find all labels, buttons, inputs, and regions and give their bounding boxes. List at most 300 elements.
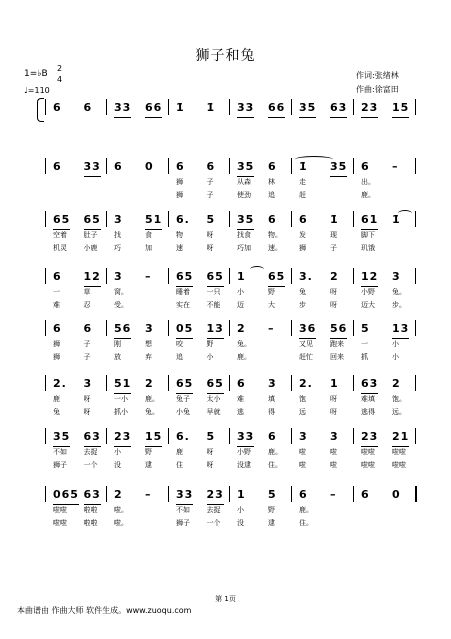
lyric-syllable: 赶 bbox=[299, 191, 306, 199]
lyric-syllable: 呀 bbox=[83, 408, 91, 416]
note-group: 61 bbox=[361, 213, 378, 227]
note-group: 51 bbox=[145, 213, 162, 227]
lyric-syllable: 啦啦 bbox=[53, 519, 67, 527]
note-group: 65 bbox=[176, 377, 193, 391]
lyric-syllable: 呀 bbox=[206, 448, 214, 456]
lyric-syllable: 现 bbox=[330, 231, 337, 239]
note-group: 6 bbox=[206, 160, 216, 173]
bar-line bbox=[168, 158, 169, 174]
lyric-syllable: 小野 bbox=[237, 448, 251, 456]
bar-line bbox=[45, 211, 46, 227]
lyric-syllable: 抓小 bbox=[114, 408, 128, 416]
lyric-line bbox=[45, 352, 415, 363]
lyric-syllable: 野 bbox=[268, 288, 275, 296]
lyric-syllable: 野 bbox=[268, 506, 275, 514]
lyric-syllable: 啦。 bbox=[114, 519, 128, 527]
bar-line bbox=[106, 158, 107, 174]
note-group: 1̇ bbox=[299, 160, 308, 173]
bar-line bbox=[353, 428, 354, 444]
lyric-line bbox=[45, 287, 415, 298]
lyric-syllable: 一小 bbox=[114, 395, 128, 403]
lyric-syllable: 巧 bbox=[114, 244, 121, 252]
lyric-syllable: 难填 bbox=[361, 395, 375, 403]
lyric-syllable: 饱 bbox=[299, 395, 306, 403]
beam-line bbox=[361, 117, 378, 118]
note-group: 35 bbox=[237, 213, 254, 227]
lyric-syllable: 啦啦 bbox=[361, 461, 375, 469]
lyric-syllable: 弃 bbox=[145, 353, 152, 361]
lyric-syllable: 啦 bbox=[330, 461, 337, 469]
note-group: 6 bbox=[114, 160, 123, 173]
lyric-syllable: 逮 bbox=[145, 461, 152, 469]
bar-line bbox=[106, 211, 107, 227]
lyric-syllable: 呀 bbox=[83, 395, 91, 403]
lyric-syllable: 找食 bbox=[237, 231, 251, 239]
lyric-syllable: 刚 bbox=[114, 340, 121, 348]
note-group: 3 bbox=[114, 270, 123, 283]
bar-line bbox=[106, 486, 107, 502]
lyric-syllable: 兔。 bbox=[392, 288, 406, 296]
note-group: 12 bbox=[361, 270, 378, 284]
lyric-line bbox=[45, 505, 415, 516]
lyric-syllable: 玑饿 bbox=[361, 244, 375, 252]
lyric-syllable: 窝。 bbox=[114, 288, 128, 296]
note-group: 2. bbox=[53, 377, 67, 390]
lyric-syllable: 机灵 bbox=[53, 244, 67, 252]
note-group: 3 bbox=[83, 377, 93, 390]
bar-line bbox=[45, 320, 46, 336]
lyric-syllable: 放 bbox=[114, 353, 121, 361]
lyric-syllable: 小 bbox=[206, 353, 214, 361]
lyric-line bbox=[45, 447, 415, 458]
note-group: 35 bbox=[237, 160, 254, 174]
bar-line bbox=[415, 320, 416, 336]
bar-line bbox=[353, 268, 354, 284]
key-signature bbox=[24, 70, 48, 79]
lyric-syllable: 兔。 bbox=[237, 340, 251, 348]
note-group: 3 bbox=[268, 377, 277, 390]
lyric-syllable: 忍 bbox=[83, 301, 91, 309]
note-group: 21 bbox=[392, 430, 409, 444]
note-group: 12 bbox=[84, 270, 101, 284]
lyric-syllable: 子 bbox=[83, 340, 91, 348]
bar-line bbox=[291, 320, 292, 336]
note-group: 0 bbox=[392, 488, 401, 501]
bar-line bbox=[415, 375, 416, 391]
lyric-syllable: 兔子 bbox=[176, 395, 190, 403]
lyric-syllable: 不能 bbox=[206, 301, 221, 309]
lyric-syllable: 想 bbox=[145, 340, 152, 348]
lyric-syllable: 住 bbox=[176, 461, 183, 469]
note-group: 065 bbox=[53, 488, 79, 502]
bar-line bbox=[168, 99, 169, 115]
lyric-syllable: 兔。 bbox=[145, 408, 159, 416]
lyric-syllable: 住。 bbox=[299, 519, 313, 527]
note-group: 1̇ bbox=[330, 213, 339, 226]
beam-line bbox=[114, 117, 131, 118]
note-group: 56 bbox=[114, 322, 131, 336]
note-group: 33 bbox=[84, 160, 101, 174]
lyric-syllable: 远。 bbox=[392, 408, 406, 416]
note-group: 2 bbox=[392, 377, 401, 390]
lyric-syllable: 逃得 bbox=[361, 408, 375, 416]
note-group: 15 bbox=[145, 430, 162, 444]
bar-line bbox=[45, 99, 46, 115]
note-group: 6 bbox=[299, 213, 308, 226]
note-group: 65 bbox=[53, 213, 70, 227]
note-group: 6 bbox=[83, 322, 93, 335]
lyric-syllable: 狮子 bbox=[176, 519, 190, 527]
lyric-syllable: 使劲 bbox=[237, 191, 251, 199]
lyric-syllable: 小 bbox=[237, 506, 244, 514]
lyric-syllable: 出。 bbox=[361, 178, 375, 186]
note-group: 6 bbox=[53, 322, 62, 335]
lyric-syllable: 啦啦 bbox=[392, 448, 406, 456]
lyric-syllable: 狮 bbox=[299, 244, 306, 252]
lyric-syllable: 子 bbox=[83, 353, 91, 361]
note-group: 63 bbox=[84, 488, 101, 502]
lyric-syllable: 啦 bbox=[330, 448, 337, 456]
lyric-line bbox=[45, 460, 415, 471]
note-group: – bbox=[145, 488, 152, 501]
bar-line bbox=[45, 486, 46, 502]
lyric-syllable: 难 bbox=[53, 301, 60, 309]
notation-row bbox=[45, 160, 415, 174]
lyric-syllable: 追 bbox=[268, 191, 275, 199]
note-group: 6. bbox=[176, 213, 190, 226]
notation-row bbox=[45, 101, 415, 115]
note-group: 33 bbox=[176, 488, 193, 502]
lyric-syllable: 赶忙 bbox=[299, 353, 313, 361]
note-group: – bbox=[145, 270, 152, 283]
lyric-syllable: 食 bbox=[145, 231, 152, 239]
lyric-syllable: 狮 bbox=[53, 340, 60, 348]
bar-line bbox=[291, 268, 292, 284]
note-group: 0 bbox=[145, 160, 154, 173]
lyric-syllable: 小 bbox=[392, 340, 399, 348]
note-group: 1̇ bbox=[392, 213, 401, 226]
lyric-syllable: 啦 bbox=[299, 461, 306, 469]
key-flat: ♭B bbox=[37, 69, 48, 79]
lyric-syllable: 脚下 bbox=[361, 231, 375, 239]
note-group: 36 bbox=[299, 322, 316, 336]
note-group: 13 bbox=[392, 322, 409, 336]
lyric-syllable: 得 bbox=[268, 408, 275, 416]
lyric-syllable: 呀 bbox=[330, 408, 337, 416]
lyric-line bbox=[45, 177, 415, 188]
meter-bottom: 4 bbox=[57, 75, 63, 84]
lyric-syllable: 小野 bbox=[361, 288, 375, 296]
lyric-syllable: 小 bbox=[237, 288, 244, 296]
bar-line bbox=[353, 375, 354, 391]
lyric-syllable: 抓 bbox=[361, 353, 368, 361]
lyric-syllable: 啦啦 bbox=[83, 519, 98, 527]
notation-row bbox=[45, 213, 415, 227]
note-group: 5 bbox=[206, 430, 216, 443]
note-group: 63 bbox=[361, 377, 378, 391]
notation-row bbox=[45, 377, 415, 391]
note-group: 66 bbox=[145, 101, 162, 115]
composer-credit: 作曲:徐富田 bbox=[356, 85, 399, 94]
lyric-line bbox=[45, 230, 415, 241]
note-group: 2. bbox=[299, 377, 313, 390]
note-group: 56 bbox=[330, 322, 347, 336]
beam-line bbox=[268, 117, 285, 118]
bar-line bbox=[353, 320, 354, 336]
note-group: 6. bbox=[176, 430, 190, 443]
lyric-syllable: 发 bbox=[299, 231, 306, 239]
note-group: 13 bbox=[207, 322, 224, 336]
notation-row bbox=[45, 488, 415, 502]
lyric-syllable: 鹿。 bbox=[145, 395, 159, 403]
note-group: 1̇ bbox=[206, 101, 216, 114]
lyric-syllable: 跑来 bbox=[330, 340, 344, 348]
bar-line bbox=[45, 268, 46, 284]
note-group: 2 bbox=[330, 270, 339, 283]
lyric-syllable: 物 bbox=[176, 231, 183, 239]
note-group: 33 bbox=[237, 101, 254, 115]
bar-line bbox=[106, 99, 107, 115]
lyric-syllable: 太小 bbox=[206, 395, 221, 403]
note-group: 23 bbox=[207, 488, 224, 502]
bar-line bbox=[353, 99, 354, 115]
lyric-syllable: 一 bbox=[361, 340, 368, 348]
lyric-syllable: 早就 bbox=[206, 408, 221, 416]
note-group: 6 bbox=[268, 213, 277, 226]
note-group: 65 bbox=[207, 377, 224, 391]
lyric-syllable: 子 bbox=[206, 191, 214, 199]
lyric-line bbox=[45, 300, 415, 311]
note-group: 5 bbox=[206, 213, 216, 226]
notation-row bbox=[45, 270, 415, 284]
note-group: 65 bbox=[268, 270, 285, 284]
note-group: 6 bbox=[53, 270, 62, 283]
lyric-syllable: 一个 bbox=[206, 519, 221, 527]
lyric-syllable: 小 bbox=[114, 448, 121, 456]
bar-line bbox=[415, 211, 416, 227]
lyric-syllable: 小兔 bbox=[176, 408, 190, 416]
bar-line bbox=[168, 486, 169, 502]
lyric-syllable: 远 bbox=[299, 408, 306, 416]
note-group: 65 bbox=[176, 270, 193, 284]
bar-line bbox=[353, 158, 354, 174]
lyric-syllable: 逃 bbox=[237, 408, 244, 416]
note-group: 3 bbox=[299, 430, 308, 443]
bar-line bbox=[106, 428, 107, 444]
bar-line bbox=[168, 320, 169, 336]
note-group: 6 bbox=[53, 160, 62, 173]
lyric-syllable: 狮子 bbox=[53, 461, 67, 469]
lyric-syllable: 没 bbox=[237, 519, 244, 527]
note-group: – bbox=[392, 160, 399, 173]
lyric-syllable: 空着 bbox=[53, 231, 67, 239]
note-group: 1 bbox=[237, 270, 246, 283]
lyric-syllable: 一个 bbox=[83, 461, 98, 469]
lyric-syllable: 鹿。 bbox=[237, 353, 251, 361]
key-label: 1= bbox=[24, 69, 38, 79]
note-group: 65 bbox=[84, 213, 101, 227]
meter-top: 2 bbox=[57, 64, 63, 73]
note-group: 3 bbox=[330, 430, 339, 443]
lyric-syllable: 速 bbox=[176, 244, 183, 252]
lyric-syllable: 住。 bbox=[268, 461, 282, 469]
bar-line bbox=[291, 486, 292, 502]
system-brace bbox=[37, 98, 44, 122]
lyric-syllable: 草 bbox=[83, 288, 91, 296]
note-group: 23 bbox=[361, 101, 378, 115]
note-group: 6 bbox=[268, 160, 277, 173]
bar-line bbox=[229, 99, 230, 115]
lyric-syllable: 啦啦 bbox=[83, 506, 98, 514]
lyric-syllable: 呀 bbox=[330, 301, 337, 309]
note-group: 2 bbox=[145, 377, 154, 390]
note-group: 65 bbox=[207, 270, 224, 284]
note-group: 23 bbox=[114, 430, 131, 444]
bar-line bbox=[229, 428, 230, 444]
lyric-syllable: 鹿。 bbox=[268, 448, 282, 456]
bar-line bbox=[353, 486, 354, 502]
bar-line bbox=[291, 211, 292, 227]
lyric-line bbox=[45, 518, 415, 529]
bar-line bbox=[353, 211, 354, 227]
lyric-syllable: 啦。 bbox=[114, 506, 128, 514]
slur-mark bbox=[398, 210, 412, 217]
note-group: 6 bbox=[361, 488, 370, 501]
lyric-syllable: 回来 bbox=[330, 353, 344, 361]
lyric-syllable: 去捉 bbox=[206, 506, 221, 514]
footer-credit: 本曲谱由 作曲大师 软件生成。www.zuoqu.com bbox=[17, 606, 192, 615]
lyric-line bbox=[45, 190, 415, 201]
lyric-syllable: 步。 bbox=[392, 301, 406, 309]
lyric-syllable: 一只 bbox=[206, 288, 221, 296]
bar-line bbox=[229, 375, 230, 391]
note-group: 35 bbox=[330, 160, 347, 174]
bar-line bbox=[45, 375, 46, 391]
page-number: 第 1页 bbox=[215, 595, 236, 603]
bar-line bbox=[291, 99, 292, 115]
lyric-syllable: 啦啦 bbox=[361, 448, 375, 456]
lyric-syllable: 步 bbox=[299, 301, 306, 309]
lyric-syllable: 呀 bbox=[206, 244, 214, 252]
lyric-syllable: 小鹿 bbox=[83, 244, 98, 252]
lyric-syllable: 睡着 bbox=[176, 288, 190, 296]
lyric-syllable: 狮 bbox=[176, 178, 183, 186]
lyric-syllable: 兔 bbox=[299, 288, 306, 296]
beam-line bbox=[237, 117, 254, 118]
bar-line bbox=[415, 158, 416, 174]
notation-row bbox=[45, 430, 415, 444]
lyric-syllable: 呀 bbox=[330, 395, 337, 403]
lyric-syllable: 物。 bbox=[268, 231, 282, 239]
lyric-syllable: 难 bbox=[237, 395, 244, 403]
bar-line bbox=[415, 268, 416, 284]
note-group: 6 bbox=[83, 101, 93, 114]
bar-line bbox=[229, 158, 230, 174]
lyric-syllable: 一 bbox=[53, 288, 60, 296]
lyric-syllable: 狮 bbox=[53, 353, 60, 361]
bar-line bbox=[291, 375, 292, 391]
bar-line bbox=[45, 158, 46, 174]
note-group: 6 bbox=[361, 160, 370, 173]
lyric-syllable: 野 bbox=[206, 340, 214, 348]
bar-line bbox=[168, 428, 169, 444]
note-group: 6 bbox=[268, 430, 277, 443]
lyric-line bbox=[45, 407, 415, 418]
lyric-syllable: 迈 bbox=[237, 301, 244, 309]
song-title: 狮子和兔 bbox=[195, 48, 256, 64]
note-group: – bbox=[268, 322, 275, 335]
lyric-syllable: 呀 bbox=[330, 288, 337, 296]
lyric-syllable: 鹿 bbox=[176, 448, 183, 456]
lyric-syllable: 子 bbox=[330, 244, 337, 252]
lyric-syllable: 啦啦 bbox=[392, 461, 406, 469]
beam-line bbox=[392, 117, 409, 118]
slur-mark bbox=[250, 266, 264, 273]
lyric-syllable: 受。 bbox=[114, 301, 128, 309]
note-group: 6 bbox=[176, 160, 185, 173]
note-group: 1̇ bbox=[176, 101, 185, 114]
bar-line bbox=[229, 320, 230, 336]
bar-line bbox=[291, 158, 292, 174]
bar-line bbox=[106, 320, 107, 336]
lyric-syllable: 肚子 bbox=[83, 231, 98, 239]
lyric-syllable: 填 bbox=[268, 395, 275, 403]
lyric-syllable: 不如 bbox=[53, 448, 67, 456]
lyric-syllable: 鹿。 bbox=[361, 191, 375, 199]
bar-line bbox=[229, 268, 230, 284]
note-group: 35 bbox=[299, 101, 316, 115]
lyric-syllable: 逮 bbox=[268, 519, 275, 527]
note-group: 63 bbox=[84, 430, 101, 444]
bar-line bbox=[45, 428, 46, 444]
lyric-syllable: 大 bbox=[268, 301, 275, 309]
note-group: 3 bbox=[114, 213, 123, 226]
note-group: 6 bbox=[299, 488, 308, 501]
lyricist-credit: 作词:张绪林 bbox=[356, 71, 399, 80]
lyric-syllable: 迈大 bbox=[361, 301, 375, 309]
beam-line bbox=[330, 117, 347, 118]
note-group: 66 bbox=[268, 101, 285, 115]
lyric-syllable: 鹿 bbox=[53, 395, 60, 403]
lyric-line bbox=[45, 339, 415, 350]
note-group: 5 bbox=[268, 488, 277, 501]
note-group: 23 bbox=[361, 430, 378, 444]
note-group: 63 bbox=[330, 101, 347, 115]
lyric-syllable: 没逮 bbox=[237, 461, 251, 469]
lyric-syllable: 实在 bbox=[176, 301, 190, 309]
note-group: 1 bbox=[330, 377, 339, 390]
lyric-line bbox=[45, 243, 415, 254]
note-group: 33 bbox=[114, 101, 131, 115]
lyric-syllable: 啦 bbox=[299, 448, 306, 456]
lyric-syllable: 又见 bbox=[299, 340, 313, 348]
note-group: 3. bbox=[299, 270, 313, 283]
note-group: 2 bbox=[114, 488, 123, 501]
lyric-syllable: 呀 bbox=[206, 461, 214, 469]
bar-line bbox=[291, 428, 292, 444]
lyric-syllable: 走 bbox=[299, 178, 306, 186]
bar-line bbox=[168, 375, 169, 391]
bar-line bbox=[229, 486, 230, 502]
lyric-syllable: 饱。 bbox=[392, 395, 406, 403]
lyric-syllable: 找 bbox=[114, 231, 121, 239]
note-group: – bbox=[330, 488, 337, 501]
lyric-syllable: 不如 bbox=[176, 506, 190, 514]
note-group: 51 bbox=[114, 377, 131, 391]
note-group: 6 bbox=[53, 101, 62, 114]
lyric-syllable: 兔 bbox=[53, 408, 60, 416]
lyric-syllable: 野 bbox=[145, 448, 152, 456]
